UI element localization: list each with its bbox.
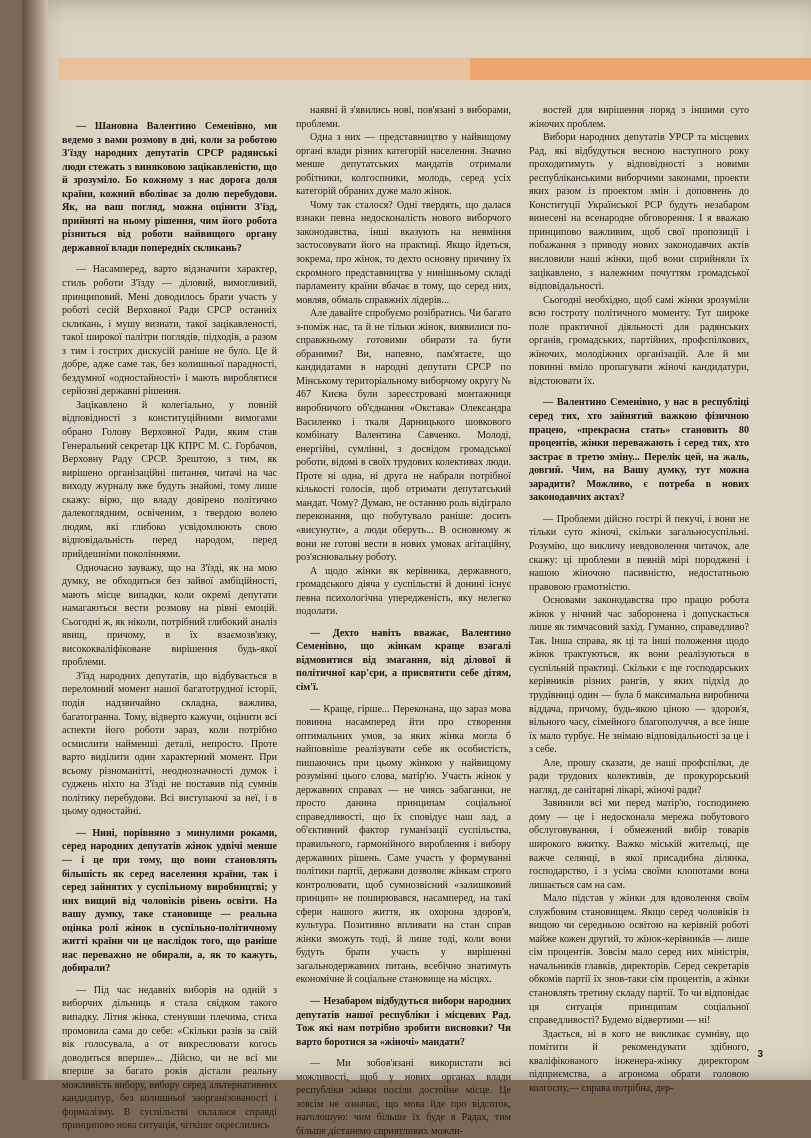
interview-question: — Шановна Валентино Семенівно, ми ведемо з вами розмову в дні, коли за роботою З'їзду народних депутатів СРСР радянські люди стежать з виняковою зацікавленістю, що й зрозуміло. Бо кожному з нас дорога доля країни, кожний вболіває за долю перебудови. Як, на ваш погляд, можна оцінити З'їзд, прийняті на ньому рішення, чим його робота різниться від роботи найвищого органу державної влади попередніх скликань? (62, 121, 277, 254)
article-paragraph: Завинили всі ми перед матір'ю, господинею дому — це і недосконала мережа побутового обслуговування, і обмежений вибір товарів широкого вжитку. Важко міській жительці, ще важче селянці, в якої присадибна ділянка, господарство, і з усіма своїми клопотами вона лишається сам на сам. (529, 798, 749, 891)
text-column-3 (529, 104, 749, 1094)
article-paragraph: — Ми зобов'язані використати всі можливості, щоб у нових органах влади республіки жінки посіли достойне місце. Це зовсім не означає, що мова йде про відсоток, наголошую: чим більше їх буде в Радах, тим більше дістанемо сприятливих можли- (296, 1058, 511, 1137)
article-paragraph: Одночасно зауважу, що на З'їзді, як на мою думку, не обходиться без зайвої амбіційності, мають місце випадки, коли окремі депутати намагаються вести розмову на рівні емоцій. Сьогодні ж, як ніколи, потрібний глибокий аналіз явищ, причому, в їх взаємозв'язку, висококваліфіковане вирішення будь-якої проблеми. (62, 562, 277, 669)
article-paragraph: Сьогодні необхідно, щоб самі жінки зрозуміли всю гостроту політичного моменту. Тут широке поле практичної діяльності для радянських органів, громадських, партійних, профспілкових, жіночих, молодіжних організацій. Але й ми повинні вміло пропагувати жіночі кандидатури, відстоювати їх. (529, 294, 749, 387)
article-paragraph: — Під час недавніх виборів на одній з виборчих дільниць я стала свідком такого випадку. Літня жінка, стенувши плечима, стиха промовила сама до себе: «Скільки разів за свій вік голосувала, а от викреслювати когось доводиться вперше»... Дійсно, чи не всі ми вперше за багато років дістали реальну можливість вибору, вибору серед альтернативних кандидатур, без колишньої заорганізованості і формалізму. В суспільстві склалася справді принципово нова ситуація, чіткіше окреслились (62, 984, 277, 1132)
article-paragraph: — Краще, гірше... Переконана, що зараз мова повинна насамперед йти про створення оптимальних умов, за яких жінка могла б найповніше реалізувати себе як особистість, пишаючись при цьому жінкою у найвищому розумінні цього слова, матір'ю. Участь жінок у державних справах — не чиясь забаганки, не просто данина принципам соціальної справедливості, що їх сповідує наш лад, а об'єктивний фактор гуманізації суспільства, правильного, гармонійного вироблення і вибору державних рішень. Саме участь у формуванні політики партії, держави дозволяє жінкам строго контролювати, щоб сумнозвісний «залишковий принцип» не поширювався, насамперед, на такі сфери нашого життя, як охорона здоров'я, культура. Позитивно впливати на стан справ жінки зможуть тоді, й лише тоді, коли вони будуть брати участь у вирішенні загальнодержавних питань, всебічно знатимуть економічне й соціальне становище на місцях. (296, 703, 511, 986)
text-column-1 (62, 112, 277, 1132)
article-paragraph: Мало підстав у жінки для вдоволення своїм службовим становищем. Якщо серед чоловіків із вищою чи середньою освітою на керівній роботі майже кожен другий, то жінок-керівників — лише сім процентів. Зовсім мало серед них міністрів, начальників главків, директорів. Серед секретарів обкомів партії їх знов-таки сім процентів, а жінки становлять третину складу партії. То чи відповідає ця ситуація принципам соціальної справедливості? Будемо відвертими — ні! (529, 893, 749, 1027)
article-paragraph: — Проблеми дійсно гострі й пекучі, і вони не тільки суто жіночі, скільки загальносуспільні. Розумію, що викличу невдоволення читачок, але скажу: ці проблеми в певній мірі породжені і нашою жіночою пасивністю, недостатньою правовою грамотністю. (529, 513, 749, 593)
article-paragraph: Чому так сталося? Одні твердять, що далася взнаки певна недосконалість нового виборчого законодавства, інші вказують на невміння застосовувати його на практиці. Якщо йдеться, зокрема, про жінок, то дехто основну причину їх скромного представництва у нинішньому складі парламенту країни вбачає в тому, що серед них, мовляв, обмаль справжніх лідерів... (296, 199, 511, 306)
article-paragraph: З'їзд народних депутатів, що відбувається в переломний момент нашої багатотрудної історії, подія надзвичайно складна, важлива, багатогранна. Тому, відверто кажучи, оцінити всі аспекти його роботи зараз, коли потрібно осмислити найменші деталі, непросто. Проте варто виділити один характерний момент. При всьому різноманітті, неоднозначності думок і суджень ніхто на З'їзді не поставив під сумнів політику перебудови. Всі виступаючі за неї, і в цьому одностайні. (62, 670, 277, 818)
article-paragraph: Одна з них — представництво у найвищому органі влади різних категорій населення. Значно менше депутатських мандатів отримали робітники, колгоспники, молодь, серед усіх категорій обраних дуже мало жінок. (296, 132, 511, 198)
interview-question: — Нині, порівняно з минулими роками, серед народних депутатів жінок удвічі менше — і це при тому, що вони становлять більшість як серед населення країни, так і серед зайнятих у суспільному виробництві; у них вищий від чоловіків рівень освіти. На вашу думку, таке становище — реальна оцінка ролі жінок в суспільно-політичному житті країни чи це наслідок того, що раніше нас переважно не обирали, а, як то кажуть, добирали? (62, 827, 277, 975)
interview-question: — Дехто навіть вважає, Валентино Семенівно, що жінкам краще взагалі відмовитися від змагання, від ділової й політичної кар'єри, а присвятити себе дітям, сім'ї. (296, 627, 511, 693)
interview-question: — Незабаром відбудуться вибори народних депутатів нашої республіки і місцевих Рад. Тож які нам потрібно зробити висновки? Чи варто боротися за «жіночі» мандати? (296, 996, 511, 1048)
page-binding (22, 0, 48, 1080)
article-paragraph: — Насамперед, варто відзначити характер, стиль роботи З'їзду — діловий, вимогливий, принциповий. Мені доводилось брати участь у роботі сесій Верховної Ради СРСР останніх скликань, і мушу визнати, такої зацікавленості, такої широкої палітри поглядів, підходів, а разом з тим і гострих дискусій раніше не було. Це й добре, адже саме так, без колишньої парадності, бездумної «одностайності» і мають вироблятися серйозні державні рішення. (62, 264, 277, 398)
article-paragraph: Здається, ні в кого не викликає сумніву, що помітити й рекомендувати здібного, кваліфікованого інженера-жінку директором підприємства, а агронома обрати головою колгоспу,— справа потрібна, дер- (529, 1028, 749, 1094)
page-number: 3 (757, 1049, 763, 1060)
header-accent-band (470, 58, 811, 80)
article-paragraph: А щодо жінки як керівника, державного, громадського діяча у суспільстві й донині існує певна психологічна упередженість, яку нелегко подолати. (296, 565, 511, 618)
article-paragraph: Вибори народних депутатів УРСР та місцевих Рад, які відбудуться весною наступного року проходитимуть у відповідності з новими республіканськими виборчими законами, проекти яких разом із проектом змін і доповнень до Конституції Української РСР будуть незабаром винесені на всенародне обговорення. І я вважаю принципово важливим, щоб свої пропозиції і побажання з приводу нових законодавчих актів висловили наші жінки, щоб вони сприйняли їх зацікавлено, з належним почуттям громадської відповідальності. (529, 132, 749, 293)
article-paragraph: Основами законодавства про працю робота жінок у нічний час заборонена і допускається лише як тимчасовий захід. Гуманно, справедливо? Так. Інша справа, як ці та інші положення щодо жінок трактуються, як вони реалізуються в суспільній практиці. Скільки є ще господарських керівників різних рангів, у яких підхід до трудівниці один — була б максимальна виробнича віддача, причому, будь-якою ціною — здоров'я, вільного часу, сімейного благополуччя, а все інше їх мало турбує. Не знімаю відповідальності за це і з себе. (529, 595, 749, 756)
interview-question: — Валентино Семенівно, у нас в республіці серед тих, хто зайнятий важкою фізичною працею, «прекрасна стать» становить 80 процентів, жінки переважають і серед тих, хто застрає в третю зміну... Перелік цей, на жаль, довгий. Чим, на Вашу думку, тут можна зарадити? Можливо, є потреба в нових законодавчих актах? (529, 397, 749, 504)
article-paragraph: наявні й з'явились нові, пов'язані з виборами, проблеми. (296, 105, 511, 130)
text-column-2 (296, 104, 511, 1137)
article-paragraph: Але давайте спробуємо розібратись. Чи багато з-поміж нас, та й не тільки жінок, виявилися по-справжньому готовими обирати та бути обраними? Ви, напевно, пам'ятаєте, що кандидатами в народні депутати СРСР по Мінському територіальному виборчому округу № 467 Києва були зареєстровані монтажниця виробничого об'єднання «Окстава» Олександра Василенко і ткаля Дарницького шовкового комбінату Валентина Савченко. Молоді, енергійні, сумлінні, з досвідом громадської роботи, відомі в своїх трудових колективах люди. Проте ні одна, ні друга не набрали потрібної кількості голосів, щоб отримати депутатський мандат. Чому? Думаю, не останню роль відіграло переконання, що побутувало раніше: досить «висунути», а люди оберуть... В основному ж вони не готові вести в нових умовах агітаційну, роз'яснювальну роботу. (296, 308, 511, 564)
article-paragraph: востей для вирішення поряд з іншими суто жіночих проблем. (529, 105, 749, 130)
article-paragraph: Але, прошу сказати, де наші профспілки, де ради трудових колективів, де прокурорський нагляд, де санітарні лікарі, жіночі ради? (529, 757, 749, 796)
article-paragraph: Зацікавлено й колегіально, у повній відповідності з конституційними вимогами обрано Голову Верховної Ради, яким став Генеральний секретар ЦК КПРС М. С. Горбачов, Верховну Раду СРСР. Зрештою, з тим, як вирішено організаційні питання, читачі на час виходу журналу вже будуть знайомі, тому лише скажу: вірю, що владу довірено політично далекоглядним, освіченим, з твердою волею людям, які глибоко усвідомлюють свою відповідальність перед народом, перед прийдешніми поколіннями. (62, 399, 277, 560)
